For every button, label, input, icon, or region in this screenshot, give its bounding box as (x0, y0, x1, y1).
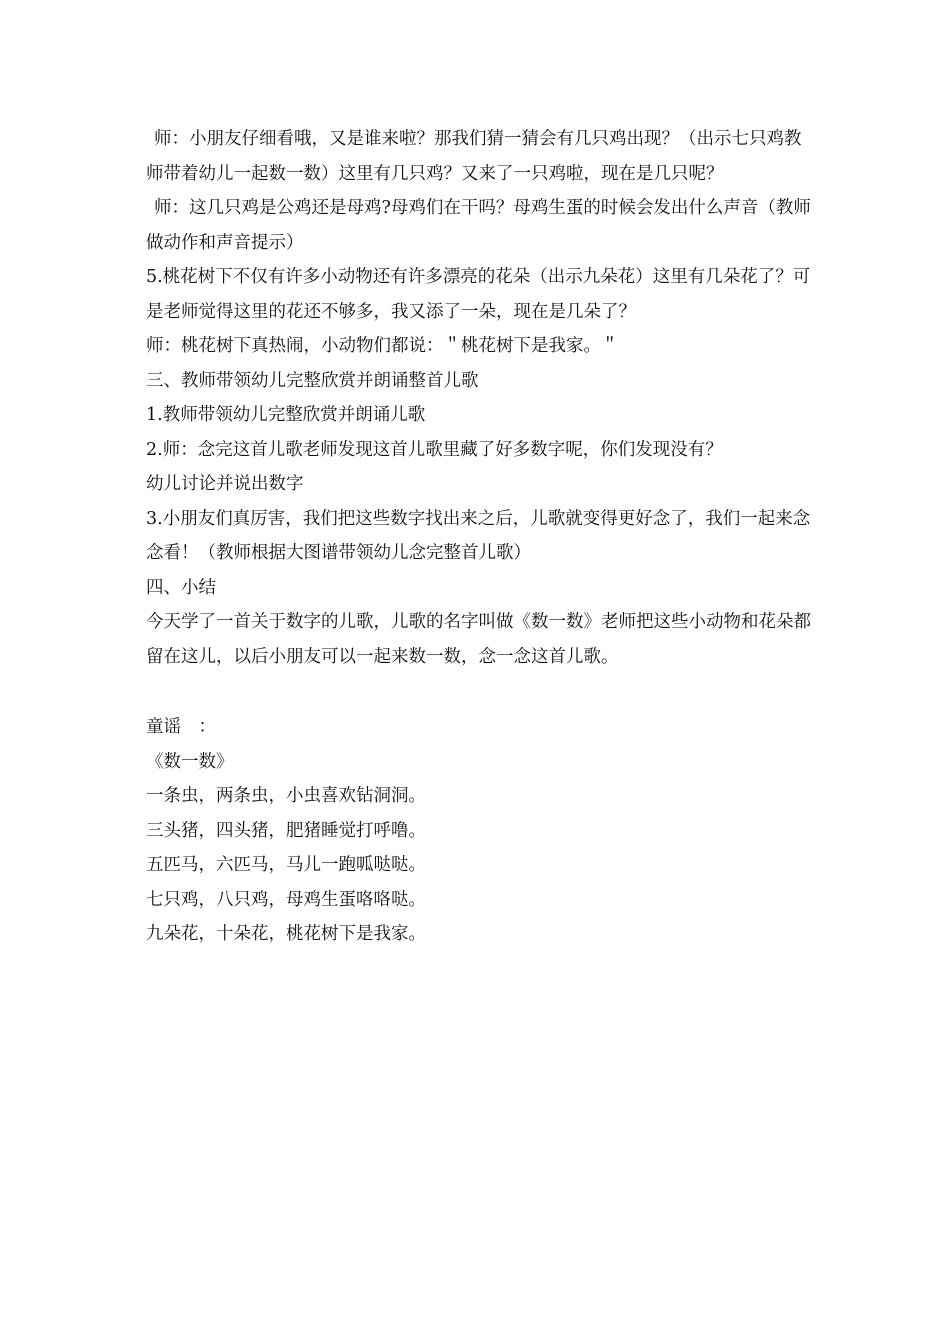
song-line: 三头猪，四头猪，肥猪睡觉打呼噜。 (146, 820, 426, 841)
section-heading-three: 三、教师带领幼儿完整欣赏并朗诵整首儿歌 (146, 370, 479, 391)
song-line: 一条虫，两条虫，小虫喜欢钻洞洞。 (146, 786, 426, 806)
section-heading-four: 四、小结 (146, 577, 216, 598)
list-item-3: 3.小朋友们真厉害，我们把这些数字找出来之后，儿歌就变得更好念了，我们一起来念念看！（教师根据大图谱带领幼儿念完整首儿歌） (146, 508, 811, 563)
song-line: 五匹马，六匹马，马儿一跑呱哒哒。 (146, 855, 426, 875)
list-item-1: 1.教师带领幼儿完整欣赏并朗诵儿歌 (146, 405, 426, 425)
paragraph-teacher-peach-tree: 师：桃花树下真热闹，小动物们都说：＂桃花树下是我家。＂ (146, 336, 619, 356)
spacer (146, 674, 816, 710)
paragraph-step-5-flowers: 5.桃花树下不仅有许多小动物还有许多漂亮的花朵（出示九朵花）这里有几朵花了？可是老师觉得这里的花还不够多，我又添了一朵，现在是几朵了？ (146, 267, 811, 322)
song-line: 九朵花，十朵花，桃花树下是我家。 (146, 924, 426, 944)
list-item-2: 2.师：念完这首儿歌老师发现这首儿歌里藏了好多数字呢，你们发现没有？ (146, 439, 723, 460)
song-line: 七只鸡，八只鸡，母鸡生蛋咯咯哒。 (146, 889, 426, 910)
paragraph-teacher-hen-question: 师：这几只鸡是公鸡还是母鸡?母鸡们在干吗？母鸡生蛋的时候会发出什么声音（教师做动作和声音提示） (146, 198, 811, 253)
paragraph-teacher-chickens: 师：小朋友仔细看哦，又是谁来啦？那我们猜一猜会有几只鸡出现？（出示七只鸡教师带着幼儿一起数一数）这里有几只鸡？又来了一只鸡啦，现在是几只呢？ (146, 129, 802, 184)
paragraph-children-discuss: 幼儿讨论并说出数字 (146, 474, 304, 494)
song-title: 《数一数》 (146, 751, 234, 772)
paragraph-summary: 今天学了一首关于数字的儿歌，儿歌的名字叫做《数一数》老师把这些小动物和花朵都留在这儿，以后小朋友可以一起来数一数，念一念这首儿歌。 (146, 612, 811, 667)
document-body (146, 122, 816, 952)
song-label: 童谣 ： (146, 717, 216, 737)
